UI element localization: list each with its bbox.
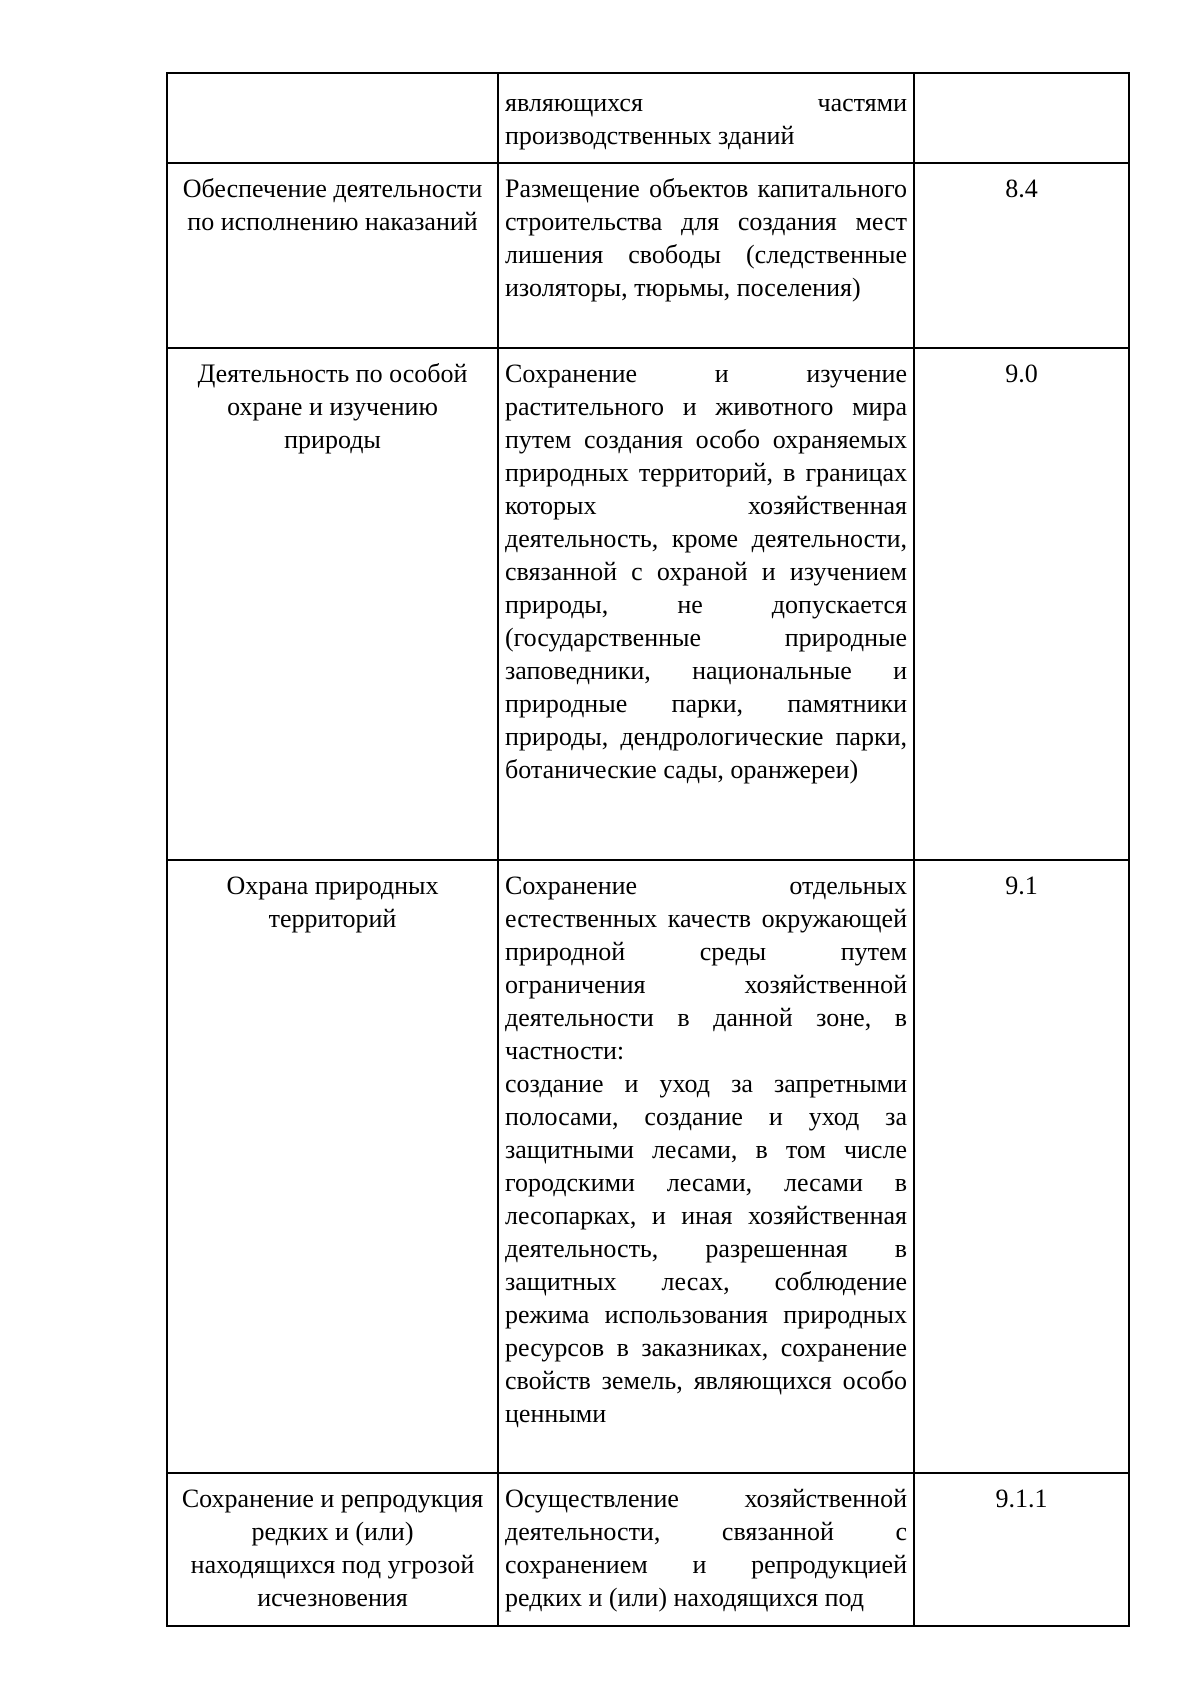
description-paragraph: являющихся частями производственных зданий	[505, 88, 907, 150]
use-description-cell	[498, 73, 914, 163]
use-name-cell: Деятельность по особой охране и изучению природы	[167, 348, 498, 860]
use-description-cell	[498, 1473, 914, 1626]
use-code-cell: 9.1	[914, 860, 1129, 1473]
table-row	[167, 73, 1129, 163]
description-paragraph: Сохранение и изучение растительного и животного мира путем создания особо охраняемых природных территорий, в границах которых хозяйственная деятельность, кроме деятельности, связанной с охраной и изучением природы, не допускается (государственные природные заповедники, национальные и природные парки, памятники природы, дендрологические парки, ботанические сады, оранжереи)	[505, 359, 907, 784]
use-code-cell	[914, 73, 1129, 163]
description-paragraph: Осуществление хозяйственной деятельности, связанной с сохранением и репродукцией редких и (или) находящихся под	[505, 1484, 907, 1612]
use-name-cell	[167, 73, 498, 163]
use-name-cell: Охрана природных территорий	[167, 860, 498, 1473]
use-code-cell: 9.1.1	[914, 1473, 1129, 1626]
land-use-table	[166, 72, 1130, 1627]
description-paragraph: создание и уход за запретными полосами, создание и уход за защитными лесами, в том числе городскими лесами, лесами в лесопарках, и иная хозяйственная деятельность, разрешенная в защитных лесах, соблюдение режима использования природных ресурсов в заказниках, сохранение свойств земель, являющихся особо ценными	[505, 1069, 907, 1428]
use-name-cell: Обеспечение деятельности по исполнению наказаний	[167, 163, 498, 348]
table-row	[167, 163, 1129, 348]
use-code-cell: 9.0	[914, 348, 1129, 860]
use-name-cell: Сохранение и репродукция редких и (или) находящихся под угрозой исчезновения	[167, 1473, 498, 1626]
use-description-cell	[498, 348, 914, 860]
use-code-cell: 8.4	[914, 163, 1129, 348]
description-paragraph: Размещение объектов капитального строительства для создания мест лишения свободы (следственные изоляторы, тюрьмы, поселения)	[505, 174, 907, 302]
use-description-cell	[498, 860, 914, 1473]
table-row	[167, 348, 1129, 860]
description-paragraph: Сохранение отдельных естественных качеств окружающей природной среды путем ограничения хозяйственной деятельности в данной зоне, в частности:	[505, 871, 907, 1065]
table-row	[167, 1473, 1129, 1626]
use-description-cell	[498, 163, 914, 348]
table-row	[167, 860, 1129, 1473]
